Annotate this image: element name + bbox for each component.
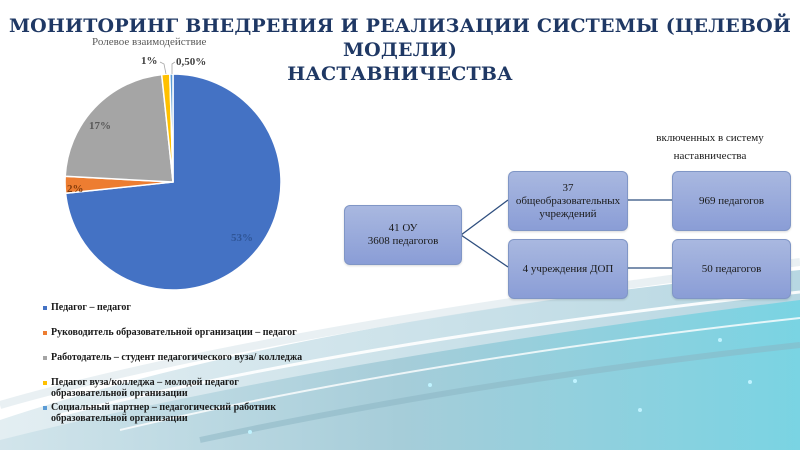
pie-label-social-partner: 0,50% (176, 56, 207, 68)
legend-marker-lightblue-icon (43, 406, 47, 410)
pie-label-employer-student: 17% (89, 120, 111, 132)
result-box-dop: 50 педагогов (672, 239, 791, 299)
legend-marker-yellow-icon (43, 381, 47, 385)
result-box-general-schools: 969 педагогов (672, 171, 791, 231)
pie-label-university-young-teacher: 1% (141, 55, 158, 67)
title-line-2: НАСТАВНИЧЕСТВА (287, 63, 513, 85)
legend-item-university-young-teacher: Педагог вуза/колледжа – молодой педагог образовательной организации (43, 377, 323, 399)
legend-item-social-partner: Социальный партнер – педагогический работник образовательной организации (43, 402, 323, 424)
branch-box-general-schools: 37 общеобразовательных учреждений (508, 171, 628, 231)
pie-label-director-teacher: 2% (67, 183, 84, 195)
chart-title: Ролевое взаимодействие (92, 36, 207, 48)
legend-marker-gray-icon (43, 356, 47, 360)
pie-label-teacher-teacher: 53% (231, 232, 253, 244)
legend-item-employer-student: Работодатель – студент педагогического вуза/ колледжа (43, 352, 323, 363)
legend-marker-orange-icon (43, 331, 47, 335)
diagram-note: включенных в систему наставничества (656, 132, 764, 162)
root-box: 41 ОУ 3608 педагогов (344, 205, 462, 265)
branch-box-dop: 4 учреждения ДОП (508, 239, 628, 299)
legend-item-director-teacher: Руководитель образовательной организации – педагог (43, 327, 323, 338)
title-line-1: МОНИТОРИНГ ВНЕДРЕНИЯ И РЕАЛИЗАЦИИ СИСТЕМЫ (ЦЕЛЕВОЙ МОДЕЛИ) (8, 15, 792, 61)
legend-item-teacher-teacher: Педагог – педагог (43, 302, 323, 313)
legend-marker-blue-icon (43, 306, 47, 310)
